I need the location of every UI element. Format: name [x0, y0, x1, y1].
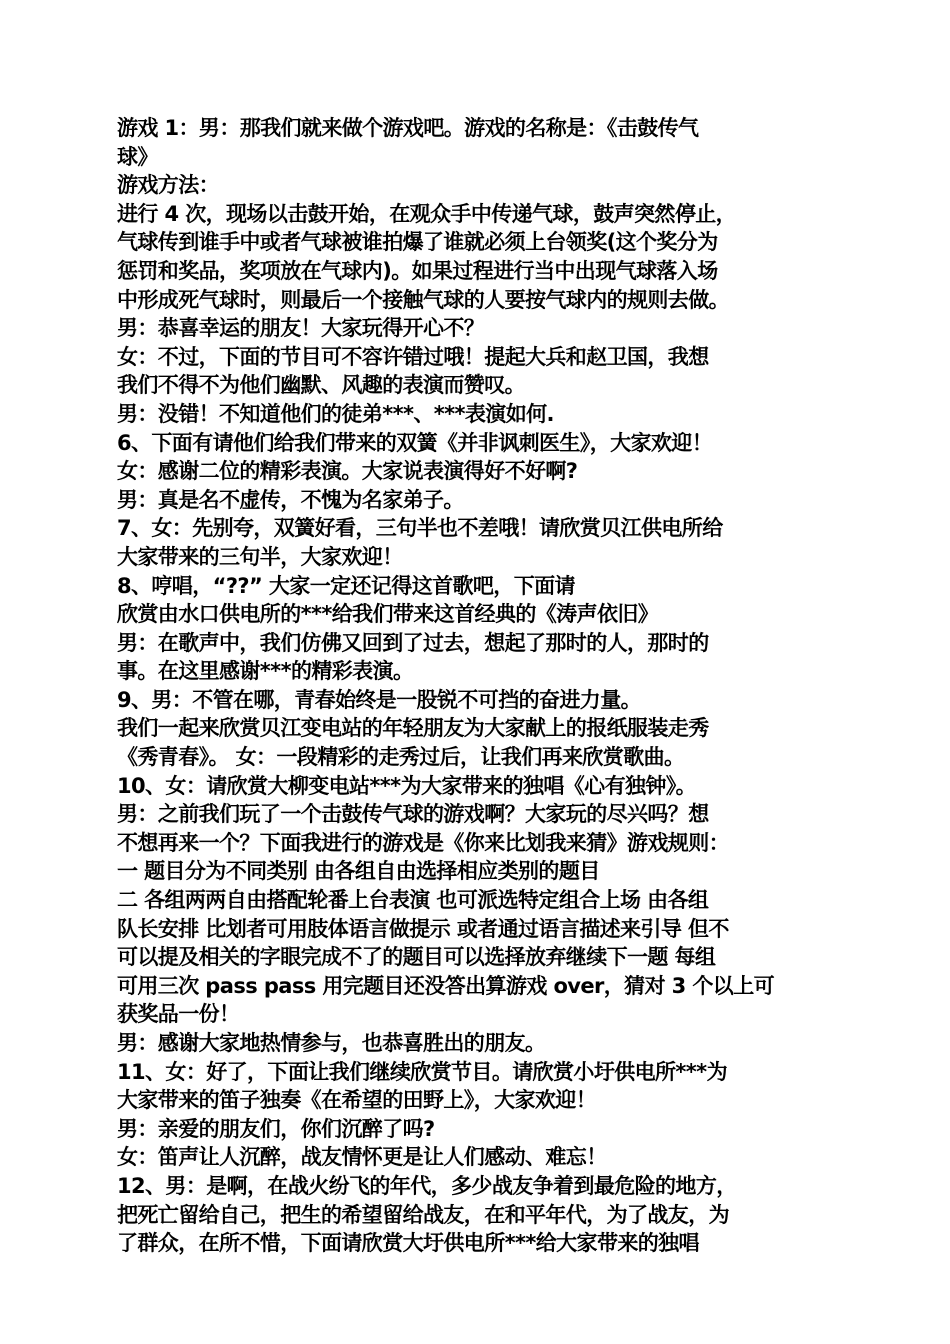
text-line: 男：感谢大家地热情参与，也恭喜胜出的朋友。 [117, 1031, 546, 1055]
document-text [117, 114, 839, 1258]
text-line: 游戏方法： [117, 173, 219, 198]
text-line: 男：在歌声中，我们仿佛又回到了过去，想起了那时的人，那时的 [117, 630, 709, 655]
text-line: 8、哼唱，“??” 大家一定还记得这首歌吧，下面请 [117, 573, 575, 598]
text-line: 男：恭喜幸运的朋友！大家玩得开心不？ [117, 316, 485, 341]
text-line: 把死亡留给自己，把生的希望留给战友，在和平年代，为了战友，为 [117, 1202, 729, 1227]
text-line: 可用三次 pass pass 用完题目还没答出算游戏 over，猜对 3 个以上可 [117, 973, 774, 998]
text-line: 进行 4 次，现场以击鼓开始，在观众手中传递气球，鼓声突然停止， [117, 201, 737, 226]
text-line: 一 题目分为不同类别 由各组自由选择相应类别的题目 [117, 859, 600, 884]
text-line: 9、男：不管在哪，青春始终是一股锐不可挡的奋进力量。 [117, 687, 642, 712]
text-line: 《秀青春》。 女：一段精彩的走秀过后，让我们再来欣赏歌曲。 [117, 745, 685, 770]
text-line: 不想再来一个？下面我进行的游戏是《你来比划我来猜》游戏规则： [117, 830, 729, 855]
text-line: 大家带来的三句半，大家欢迎！ [117, 544, 403, 569]
text-line: 游戏 1：男：那我们就来做个游戏吧。游戏的名称是：《击鼓传气 [117, 116, 699, 140]
text-line: 事。在这里感谢***的精彩表演。 [117, 659, 414, 684]
text-line: 男：之前我们玩了一个击鼓传气球的游戏啊？大家玩的尽兴吗？想 [117, 802, 709, 827]
text-line: 12、男：是啊，在战火纷飞的年代，多少战友争着到最危险的地方， [117, 1173, 737, 1198]
text-line: 欣赏由水口供电所的***给我们带来这首经典的《涛声依旧》 [117, 602, 659, 627]
text-line: 女：感谢二位的精彩表演。大家说表演得好不好啊? [117, 459, 578, 484]
text-line: 7、女：先别夸，双簧好看，三句半也不差哦！请欣赏贝江供电所给 [117, 516, 723, 541]
text-line: 队长安排 比划者可用肢体语言做提示 或者通过语言描述来引导 但不 [117, 916, 729, 941]
text-line: 惩罚和奖品，奖项放在气球内)。如果过程进行当中出现气球落入场 [117, 258, 718, 283]
text-line: 中形成死气球时，则最后一个接触气球的人要按气球内的规则去做。 [117, 287, 729, 312]
text-line: 男：没错！不知道他们的徒弟***、***表演如何. [117, 401, 554, 426]
text-line: 二 各组两两自由搭配轮番上台表演 也可派选特定组合上场 由各组 [117, 888, 709, 913]
text-line: 我们一起来欣赏贝江变电站的年轻朋友为大家献上的报纸服装走秀 [117, 716, 709, 741]
text-line: 大家带来的笛子独奏《在希望的田野上》，大家欢迎！ [117, 1088, 597, 1113]
text-line: 女：不过，下面的节目可不容许错过哦！提起大兵和赵卫国，我想 [117, 344, 709, 369]
text-line: 男：亲爱的朋友们，你们沉醉了吗? [117, 1116, 435, 1141]
text-line: 气球传到谁手中或者气球被谁拍爆了谁就必须上台领奖(这个奖分为 [117, 230, 718, 255]
text-line: 我们不得不为他们幽默、风趣的表演而赞叹。 [117, 373, 525, 398]
text-line: 获奖品一份！ [117, 1002, 240, 1027]
text-line: 10、女：请欣赏大柳变电站***为大家带来的独唱《心有独钟》。 [117, 773, 697, 798]
text-line: 男：真是名不虚传，不愧为名家弟子。 [117, 487, 464, 512]
text-line: 11、女：好了，下面让我们继续欣赏节目。请欣赏小圩供电所***为 [117, 1059, 727, 1084]
text-line: 了群众，在所不惜，下面请欣赏大圩供电所***给大家带来的独唱 [117, 1231, 699, 1256]
text-line: 球》 [117, 144, 158, 169]
text-line: 6、下面有请他们给我们带来的双簧《并非讽刺医生》，大家欢迎！ [117, 430, 713, 455]
text-line: 可以提及相关的字眼完成不了的题目可以选择放弃继续下一题 每组 [117, 945, 716, 970]
text-line: 女：笛声让人沉醉，战友情怀更是让人们感动、难忘！ [117, 1145, 607, 1170]
